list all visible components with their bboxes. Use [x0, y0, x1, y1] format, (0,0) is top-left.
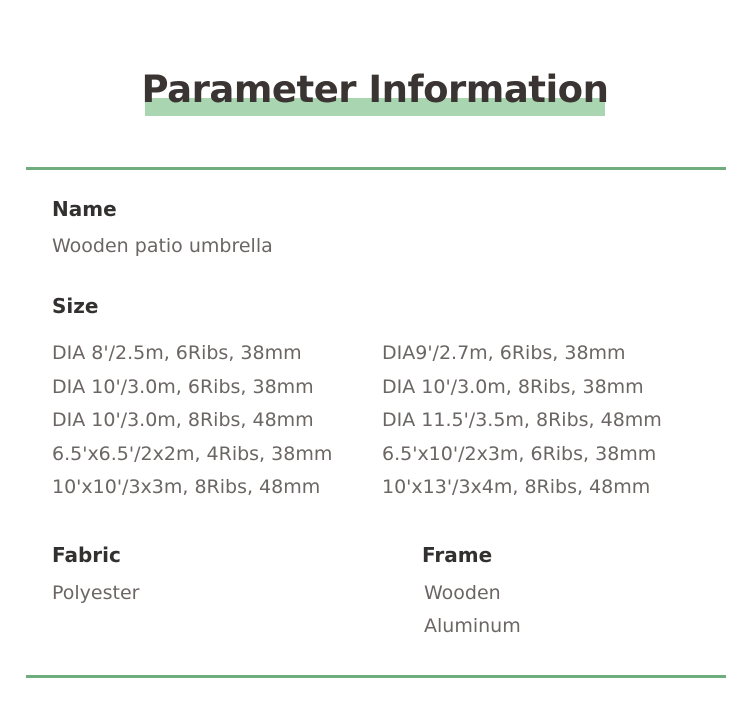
name-value: Wooden patio umbrella	[52, 235, 273, 257]
page-title: Parameter Information	[141, 68, 609, 111]
size-item: 10'x13'/3x4m, 8Ribs, 48mm	[382, 476, 651, 498]
size-item: 6.5'x10'/2x3m, 6Ribs, 38mm	[382, 442, 657, 465]
name-label: Name	[52, 197, 117, 221]
bottom-divider	[26, 675, 726, 678]
size-list-right	[382, 340, 662, 508]
size-item: DIA 11.5'/3.5m, 8Ribs, 48mm	[382, 409, 662, 431]
size-item: 10'x10'/3x3m, 8Ribs, 48mm	[52, 476, 321, 498]
size-item: DIA 10'/3.0m, 8Ribs, 38mm	[382, 375, 644, 398]
size-list-left	[52, 340, 332, 508]
size-label: Size	[52, 294, 99, 318]
fabric-label: Fabric	[52, 543, 121, 567]
frame-label: Frame	[422, 543, 493, 567]
fabric-value: Polyester	[52, 582, 140, 604]
size-item: 6.5'x6.5'/2x2m, 4Ribs, 38mm	[52, 442, 333, 465]
page-header	[0, 66, 750, 122]
top-divider	[26, 167, 726, 170]
size-item: DIA 10'/3.0m, 8Ribs, 48mm	[52, 409, 314, 431]
size-item: DIA 10'/3.0m, 6Ribs, 38mm	[52, 375, 314, 398]
size-item: DIA9'/2.7m, 6Ribs, 38mm	[382, 342, 626, 364]
frame-value: Aluminum	[424, 615, 521, 637]
frame-value: Wooden	[424, 582, 501, 604]
size-item: DIA 8'/2.5m, 6Ribs, 38mm	[52, 342, 302, 364]
